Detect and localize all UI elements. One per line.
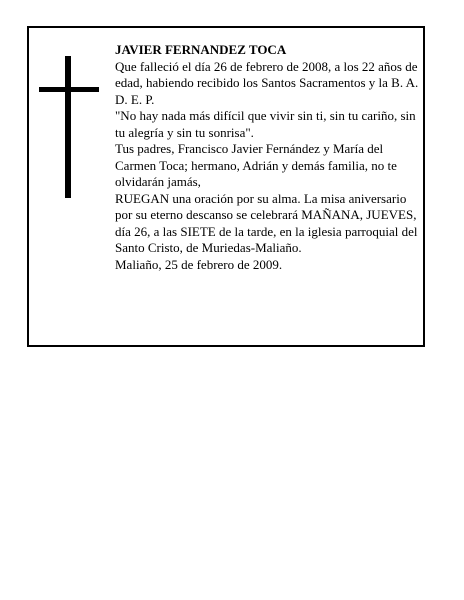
family-message: Tus padres, Francisco Javier Fernández y María del Carmen Toca; hermano, Adrián y demás familia, no te olvidarán jamás, <box>115 141 397 189</box>
cross-vertical-bar <box>65 56 71 198</box>
place-and-date: Maliaño, 25 de febrero de 2009. <box>115 256 283 272</box>
mass-announcement: RUEGAN una oración por su alma. La misa aniversario por su eterno descanso se celebrará MAÑANA, JUEVES, día 26, a las SIETE de la tarde, en la iglesia parroquial del Santo Cristo, de Muriedas-Maliaño. <box>115 190 418 255</box>
notice-text <box>115 42 421 273</box>
deceased-name: JAVIER FERNANDEZ TOCA <box>115 42 287 57</box>
memorial-quote: "No hay nada más difícil que vivir sin ti, sin tu cariño, sin tu alegría y sin tu sonrisa". <box>115 108 416 140</box>
cross-horizontal-bar <box>39 87 99 92</box>
cross-icon <box>39 56 99 198</box>
death-details: Que falleció el día 26 de febrero de 2008, a los 22 años de edad, habiendo recibido los Santos Sacramentos y la B. A. <box>115 58 419 90</box>
rest-in-peace: D. E. P. <box>115 91 155 107</box>
obituary-notice <box>27 26 425 347</box>
